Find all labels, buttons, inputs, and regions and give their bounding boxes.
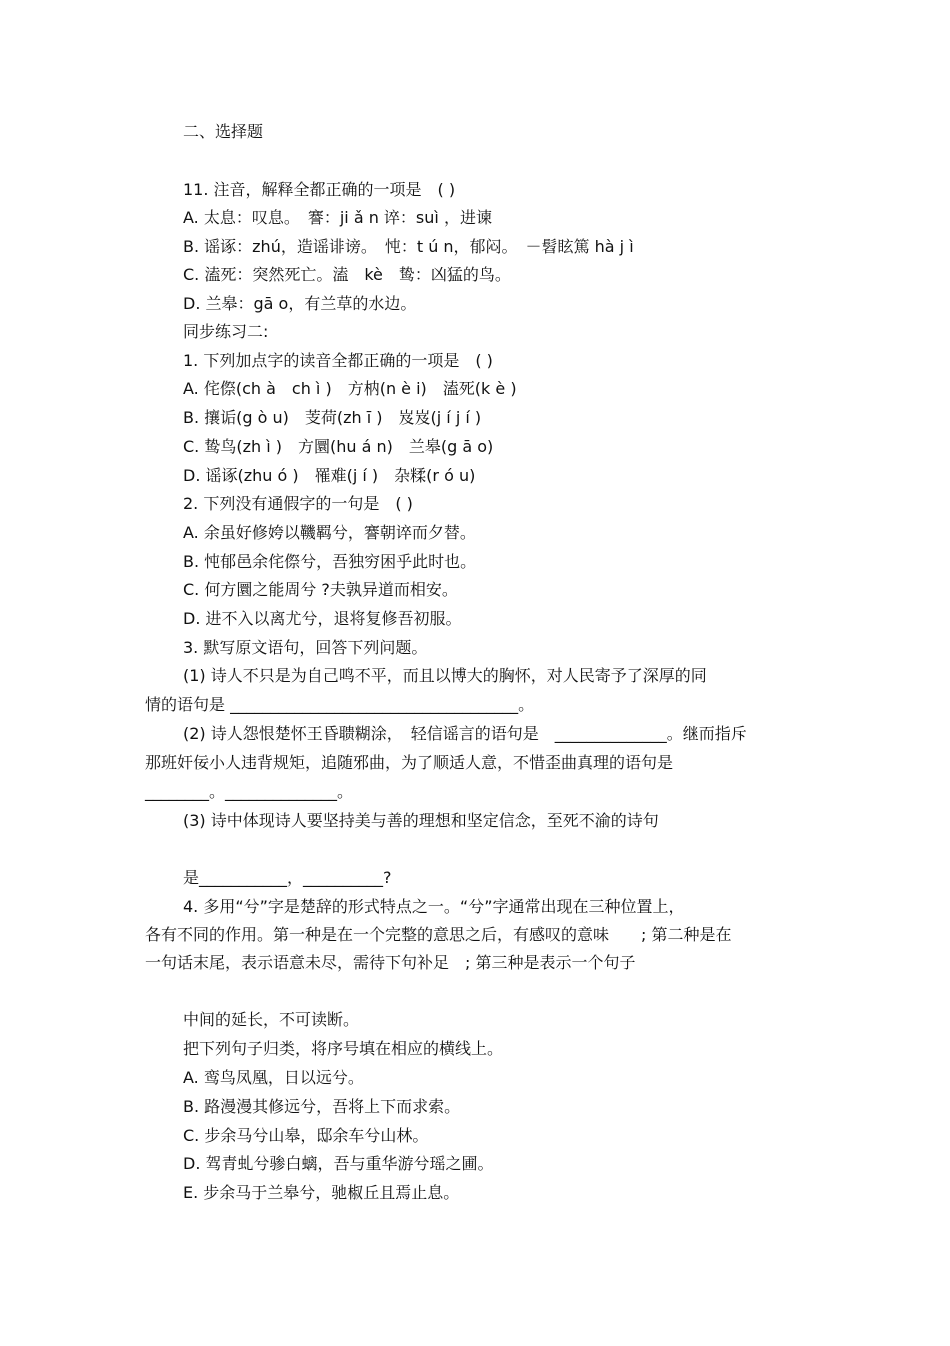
q3-part1-line1: (1) 诗人不只是为自己鸣不平，而且以博大的胸怀，对人民寄予了深厚的同 (183, 666, 707, 685)
q1-stem: 1. 下列加点字的读音全都正确的一项是 ( ) (183, 351, 493, 370)
q11-stem: 11. 注音，解释全都正确的一项是 ( ) (183, 180, 456, 199)
q2-option-b: B. 忳郁邑余侘傺兮，吾独穷困乎此时也。 (183, 552, 477, 571)
q4-item-d: D. 驾青虬兮骖白螭，吾与重华游兮瑶之圃。 (183, 1154, 494, 1173)
q3-part2-line2: 那班奸佞小人违背规矩，追随邪曲，为了顺适人意，不惜歪曲真理的语句是 (145, 753, 674, 772)
q4-line1: 4. 多用“兮”字是楚辞的形式特点之一。“兮”字通常出现在三种位置上， (183, 897, 685, 916)
q2-option-c: C. 何方圜之能周兮 ?夫孰异道而相安。 (183, 580, 458, 599)
q2-option-a: A. 余虽好修姱以鞿羁兮，謇朝谇而夕替。 (183, 523, 476, 542)
q4-item-e: E. 步余马于兰皋兮，驰椒丘且焉止息。 (183, 1183, 460, 1202)
q4-line2: 各有不同的作用。第一种是在一个完整的意思之后，有感叹的意味 ; 第二种是在 (145, 925, 732, 944)
q4-item-b: B. 路漫漫其修远兮，吾将上下而求索。 (183, 1097, 461, 1116)
q1-option-b: B. 攘诟(g ò u) 芰荷(zh ī ) 岌岌(j í j í ) (183, 408, 482, 427)
section-heading: 二、选择题 (183, 122, 264, 141)
q2-option-d: D. 进不入以离尤兮，退将复修吾初服。 (183, 609, 462, 628)
q3-part2-line1: (2) 诗人怨恨楚怀王昏聩糊涂， 轻信谣言的语句是 ______________。继而指斥 (183, 724, 747, 743)
q11-option-c: C. 溘死：突然死亡。溘 kè 鸷：凶猛的鸟。 (183, 265, 511, 284)
q11-option-a: A. 太息：叹息。 謇：ji ǎ n 谇：suì ，进谏 (183, 208, 492, 227)
q3-stem: 3. 默写原文语句，回答下列问题。 (183, 638, 428, 657)
q3-part2-line3: ________。______________。 (145, 782, 354, 801)
q4-item-a: A. 鸾鸟凤凰，日以远兮。 (183, 1068, 364, 1087)
q3-part1-line2: 情的语句是 ____________________________________。 (145, 695, 535, 714)
q4-instruction: 把下列句子归类，将序号填在相应的横线上。 (183, 1039, 504, 1058)
q4-line4: 中间的延长，不可读断。 (183, 1010, 360, 1029)
q3-part3-line2: 是___________，__________? (183, 868, 392, 887)
q1-option-d: D. 谣诼(zhu ó ) 罹难(j í ) 杂糅(r ó u) (183, 466, 476, 485)
practice-heading: 同步练习二: (183, 322, 269, 341)
q2-stem: 2. 下列没有通假字的一句是 ( ) (183, 494, 413, 513)
q4-line3: 一句话末尾，表示语意未尽，需待下句补足 ; 第三种是表示一个句子 (145, 953, 636, 972)
q4-item-c: C. 步余马兮山皋，邸余车兮山林。 (183, 1126, 429, 1145)
q11-option-b: B. 谣诼：zhú，造谣诽谤。 忳：t ú n，郁闷。 －髫眩篤 hà j ì (183, 237, 634, 256)
q1-option-c: C. 鸷鸟(zh ì ) 方圜(hu á n) 兰皋(g ā o) (183, 437, 494, 456)
q1-option-a: A. 侘傺(ch à ch ì ) 方枘(n è i) 溘死(k è ) (183, 379, 517, 398)
q11-option-d: D. 兰皋：gā o，有兰草的水边。 (183, 294, 417, 313)
q3-part3-line1: (3) 诗中体现诗人要坚持美与善的理想和坚定信念，至死不渝的诗句 (183, 811, 659, 830)
